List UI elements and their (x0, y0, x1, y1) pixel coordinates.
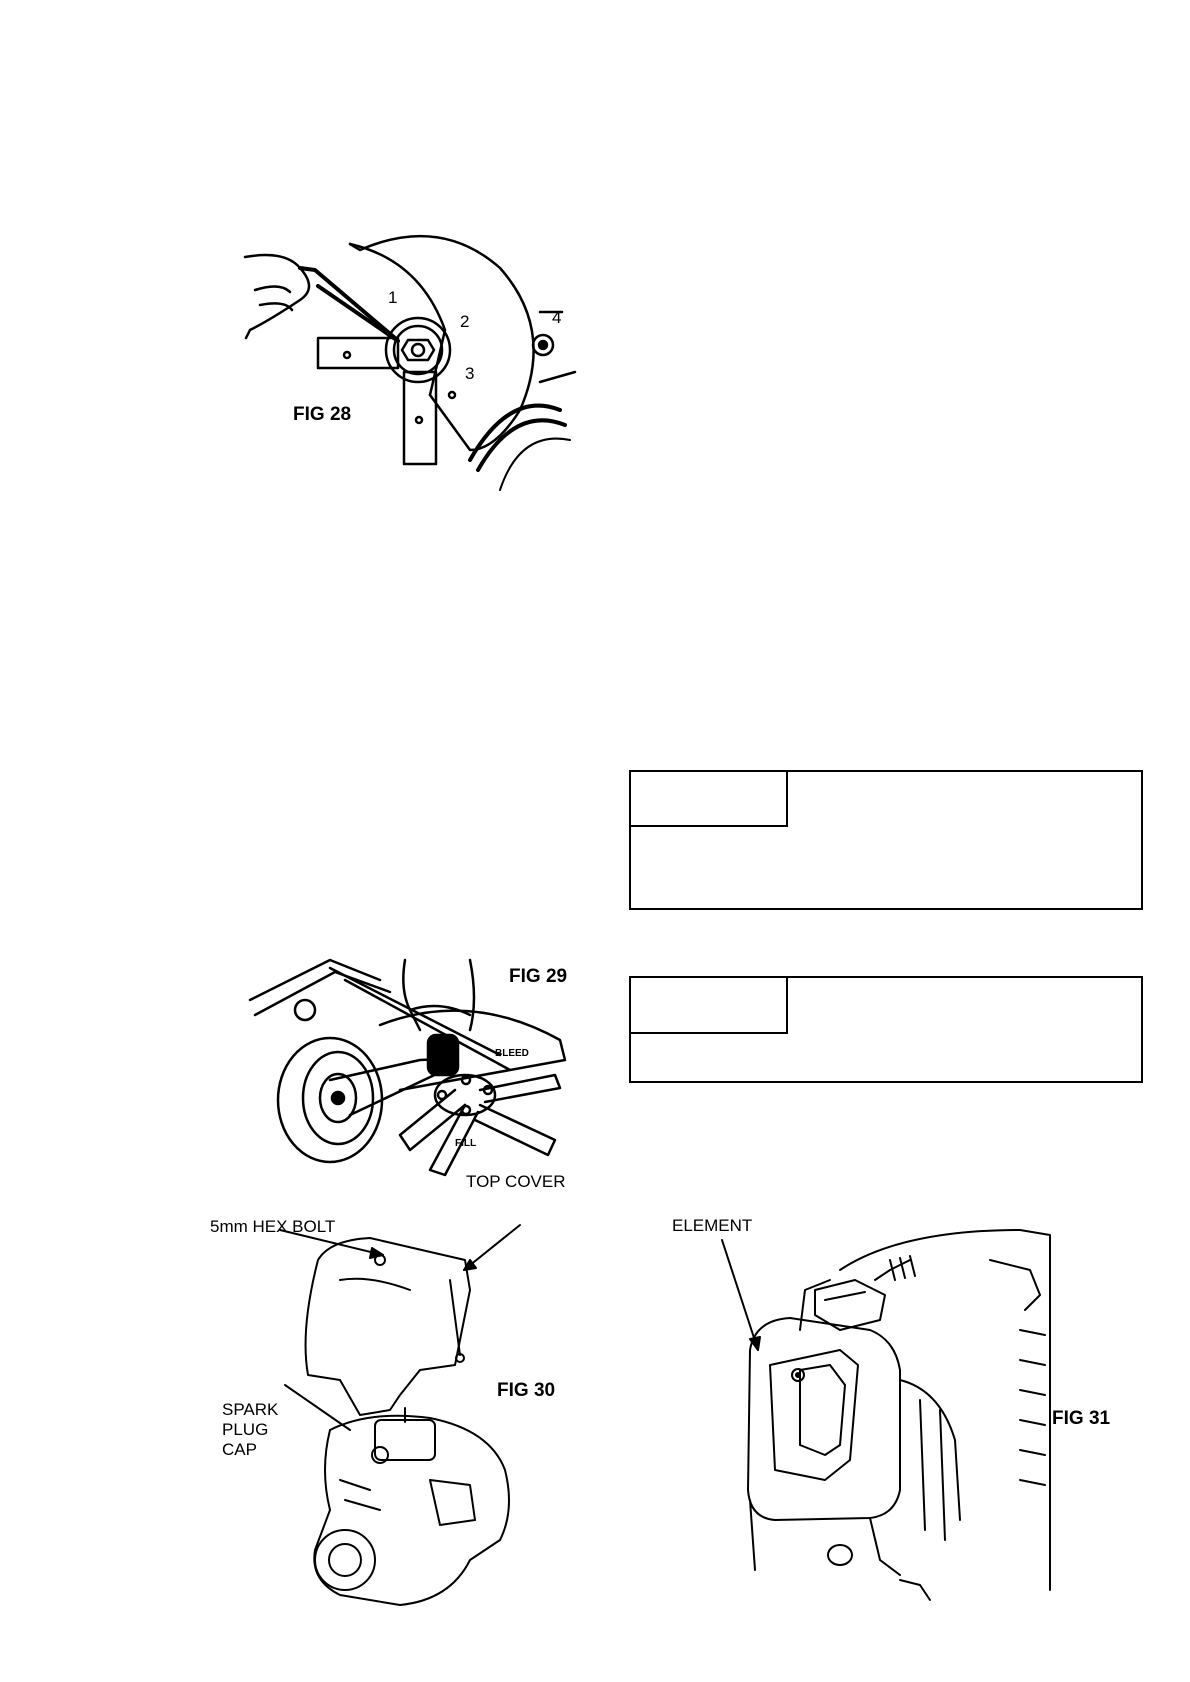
fig-28-callout-4: 4 (552, 308, 562, 327)
fig-30-spark-plug-cap-label (222, 1400, 278, 1460)
note-box-1-heading-tab (631, 772, 788, 827)
note-box-2-heading-tab (631, 978, 788, 1034)
fig-28-callout-2: 2 (460, 312, 470, 331)
fig-28-callout-3: 3 (465, 364, 475, 383)
spark-plug-cap-line-3: CAP (222, 1440, 257, 1459)
note-box-2 (629, 976, 1143, 1083)
fig-30-hex-bolt-label: 5mm HEX BOLT (210, 1217, 336, 1236)
fig-31-element-label: ELEMENT (672, 1216, 753, 1235)
note-box-1 (629, 770, 1143, 910)
fig-29-bleed-label: BLEED (495, 1048, 529, 1059)
fig-31 (600, 1200, 1160, 1620)
fig-28-callout-1: 1 (388, 288, 398, 307)
spark-plug-cap-line-2: PLUG (222, 1420, 269, 1439)
fig-29-label: FIG 29 (509, 966, 568, 987)
fig-30-top-cover-label: TOP COVER (466, 1172, 566, 1191)
fig-29-fill-label: FILL (455, 1138, 477, 1149)
fig-28 (0, 0, 600, 520)
fig-31-label: FIG 31 (1052, 1408, 1111, 1429)
fig-28-drawing (0, 0, 600, 520)
fig-30 (0, 1172, 600, 1620)
fig-28-label: FIG 28 (293, 404, 352, 425)
fig-30-label: FIG 30 (497, 1380, 556, 1401)
spark-plug-cap-line-1: SPARK (222, 1400, 279, 1419)
fig-29 (0, 940, 600, 1190)
